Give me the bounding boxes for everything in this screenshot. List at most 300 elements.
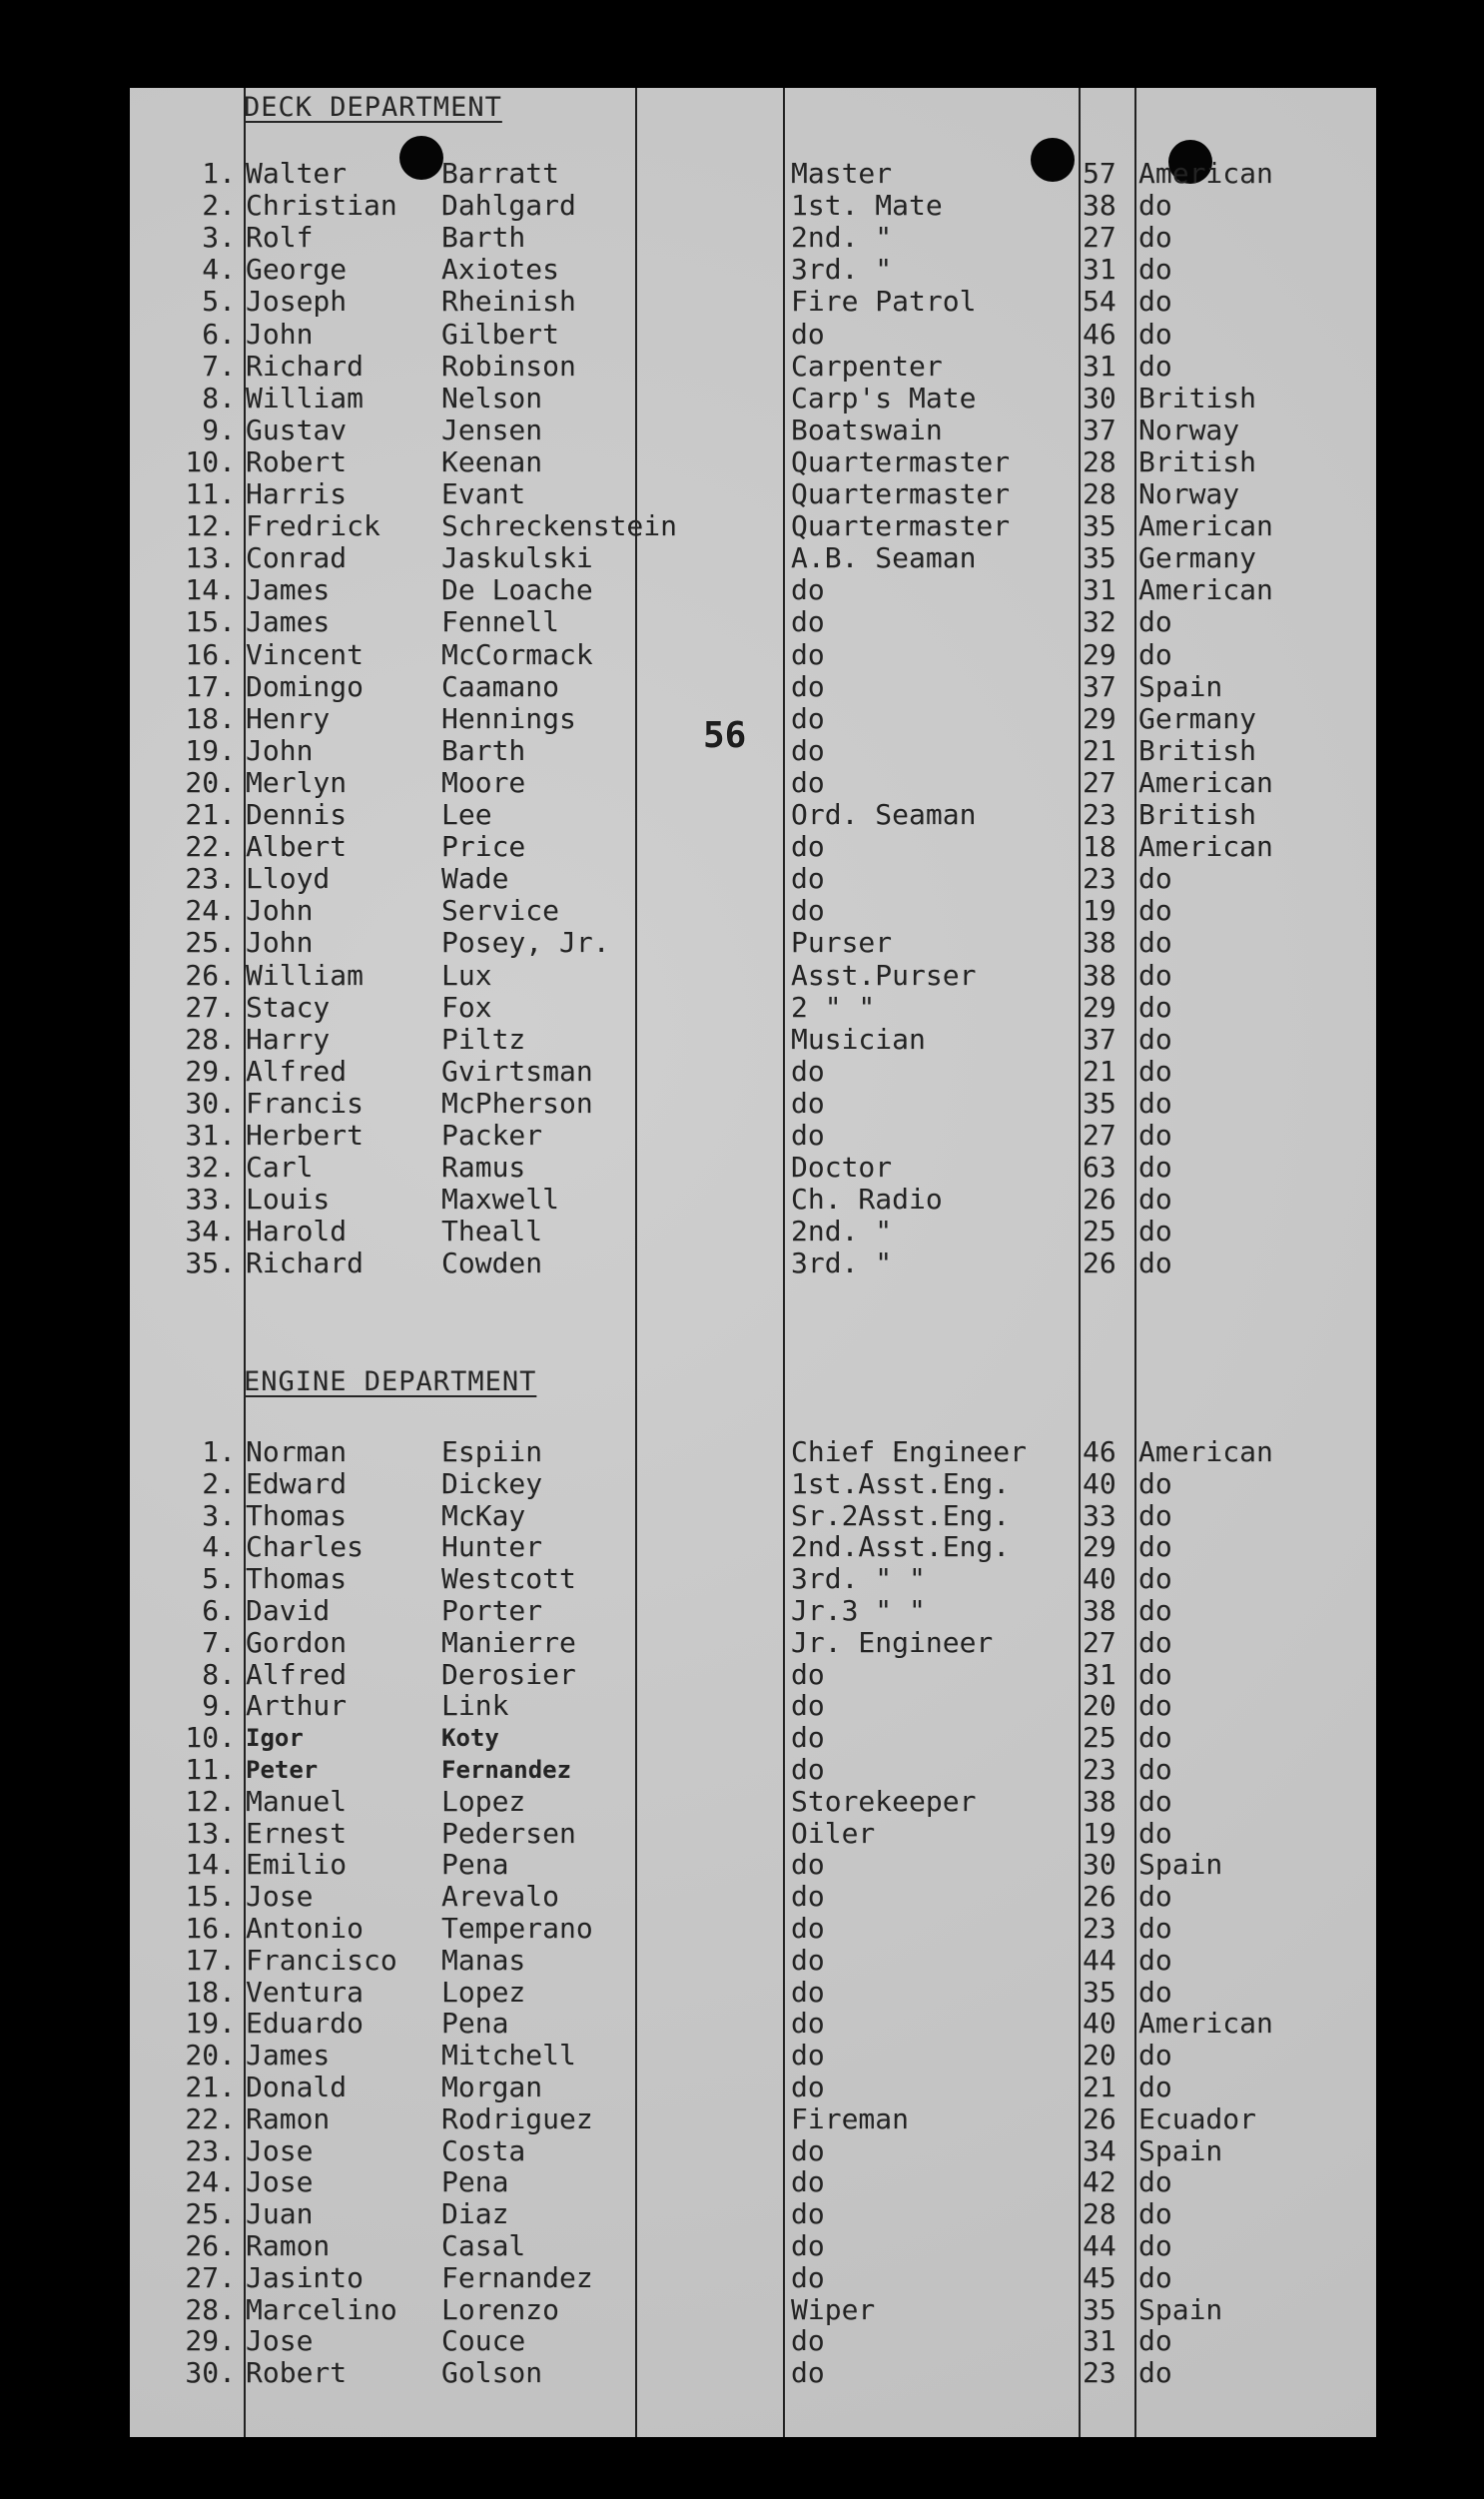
crew-age: 23 — [1083, 2356, 1116, 2390]
crew-last-name: Pena — [441, 2007, 509, 2041]
crew-rating: do — [791, 1753, 825, 1786]
crew-rating: do — [791, 669, 825, 703]
crew-number: 13. — [185, 1816, 236, 1850]
crew-age: 29 — [1083, 637, 1116, 671]
crew-last-name: Lopez — [441, 1975, 526, 2009]
crew-nationality: do — [1138, 285, 1172, 319]
crew-age: 29 — [1083, 701, 1116, 735]
crew-age: 35 — [1083, 509, 1116, 543]
crew-row — [130, 1786, 1376, 1818]
crew-first-name: Gustav — [246, 413, 348, 446]
crew-nationality: Spain — [1138, 2292, 1223, 2326]
crew-age: 38 — [1083, 189, 1116, 223]
crew-nationality: do — [1138, 2324, 1172, 2358]
crew-last-name: Ramus — [441, 1151, 526, 1185]
crew-last-name: Lee — [441, 798, 492, 831]
crew-first-name: Charles — [246, 1530, 365, 1564]
crew-age: 31 — [1083, 2324, 1116, 2358]
crew-row — [130, 478, 1376, 510]
crew-age: 40 — [1083, 1562, 1116, 1596]
crew-first-name: Jose — [246, 2165, 314, 2199]
crew-row — [130, 2103, 1376, 2135]
crew-first-name: Robert — [246, 2356, 348, 2390]
crew-rating: do — [791, 733, 825, 767]
crew-number: 29. — [185, 1054, 236, 1088]
crew-row — [130, 767, 1376, 799]
crew-last-name: Derosier — [441, 1657, 576, 1691]
crew-age: 38 — [1083, 1594, 1116, 1627]
crew-age: 46 — [1083, 1435, 1116, 1468]
crew-nationality: do — [1138, 605, 1172, 639]
crew-last-name: Couce — [441, 2324, 526, 2358]
crew-number: 16. — [185, 1912, 236, 1945]
crew-number: 28. — [185, 2292, 236, 2326]
crew-nationality: do — [1138, 1784, 1172, 1818]
crew-age: 31 — [1083, 253, 1116, 287]
crew-first-name: Carl — [246, 1151, 314, 1185]
crew-row — [130, 2325, 1376, 2357]
crew-rating: Master — [791, 157, 893, 190]
crew-row — [130, 1152, 1376, 1184]
crew-last-name: Hunter — [441, 1530, 543, 1564]
crew-nationality: Norway — [1138, 477, 1240, 510]
crew-rating: do — [791, 2165, 825, 2199]
crew-row — [130, 1627, 1376, 1659]
crew-row — [130, 671, 1376, 703]
crew-first-name: Donald — [246, 2071, 348, 2103]
crew-last-name: Arevalo — [441, 1880, 560, 1914]
crew-rating: Storekeeper — [791, 1784, 977, 1818]
crew-last-name: Axiotes — [441, 253, 560, 287]
crew-rating: Oiler — [791, 1816, 876, 1850]
crew-rating: Wiper — [791, 2292, 876, 2326]
crew-number: 10. — [185, 444, 236, 478]
crew-number: 6. — [202, 317, 236, 351]
crew-age: 21 — [1083, 2071, 1116, 2103]
crew-nationality: do — [1138, 189, 1172, 223]
crew-age: 25 — [1083, 1721, 1116, 1755]
crew-last-name: Pena — [441, 2165, 509, 2199]
crew-rating: Jr.3 " " — [791, 1594, 926, 1627]
crew-nationality: do — [1138, 1816, 1172, 1850]
crew-last-name: Cowden — [441, 1247, 543, 1280]
crew-last-name: McCormack — [441, 637, 593, 671]
crew-age: 28 — [1083, 477, 1116, 510]
crew-last-name: Schreckenstein — [441, 509, 678, 543]
crew-last-name: Pena — [441, 1848, 509, 1882]
crew-age: 44 — [1083, 1943, 1116, 1977]
crew-rating: do — [791, 2007, 825, 2041]
crew-row — [130, 1754, 1376, 1786]
crew-last-name: Morgan — [441, 2071, 543, 2103]
crew-age: 54 — [1083, 285, 1116, 319]
crew-first-name: Albert — [246, 830, 348, 864]
crew-last-name: Casal — [441, 2229, 526, 2262]
crew-rating: A.B. Seaman — [791, 541, 977, 575]
crew-first-name: William — [246, 958, 365, 992]
crew-nationality: do — [1138, 862, 1172, 896]
crew-first-name: Norman — [246, 1435, 348, 1468]
crew-number: 5. — [202, 285, 236, 319]
crew-row — [130, 158, 1376, 190]
crew-row — [130, 1881, 1376, 1913]
crew-nationality: do — [1138, 349, 1172, 383]
crew-nationality: do — [1138, 1912, 1172, 1945]
crew-rating: do — [791, 1848, 825, 1882]
crew-number: 27. — [185, 2260, 236, 2294]
crew-age: 20 — [1083, 2039, 1116, 2073]
crew-number: 32. — [185, 1151, 236, 1185]
crew-number: 12. — [185, 1784, 236, 1818]
crew-row — [130, 1088, 1376, 1120]
crew-row — [130, 1024, 1376, 1056]
crew-rating: do — [791, 317, 825, 351]
crew-first-name: Antonio — [246, 1912, 365, 1945]
crew-rating: do — [791, 2324, 825, 2358]
crew-row — [130, 2008, 1376, 2040]
crew-rating: do — [791, 1054, 825, 1088]
crew-first-name: Richard — [246, 1247, 365, 1280]
crew-first-name: Domingo — [246, 669, 365, 703]
crew-first-name: John — [246, 317, 314, 351]
crew-age: 29 — [1083, 990, 1116, 1024]
crew-last-name: Fennell — [441, 605, 560, 639]
crew-first-name: Louis — [246, 1183, 331, 1217]
crew-nationality: do — [1138, 1247, 1172, 1280]
crew-age: 40 — [1083, 1466, 1116, 1500]
crew-row — [130, 960, 1376, 992]
crew-first-name: Ramon — [246, 2229, 331, 2262]
crew-number: 21. — [185, 798, 236, 831]
crew-nationality: do — [1138, 1721, 1172, 1755]
crew-last-name: Robinson — [441, 349, 576, 383]
crew-number: 30. — [185, 2356, 236, 2390]
crew-rating: do — [791, 2071, 825, 2103]
crew-age: 21 — [1083, 1054, 1116, 1088]
crew-first-name: Edward — [246, 1466, 348, 1500]
crew-nationality: do — [1138, 1530, 1172, 1564]
crew-first-name: David — [246, 1594, 331, 1627]
crew-last-name: Caamano — [441, 669, 560, 703]
crew-rating: do — [791, 2229, 825, 2262]
crew-last-name: Diaz — [441, 2197, 509, 2231]
crew-nationality: do — [1138, 2039, 1172, 2073]
crew-row — [130, 1563, 1376, 1595]
crew-number: 14. — [185, 573, 236, 607]
crew-age: 37 — [1083, 1022, 1116, 1056]
crew-age: 31 — [1083, 1657, 1116, 1691]
crew-age: 27 — [1083, 1625, 1116, 1659]
crew-age: 21 — [1083, 733, 1116, 767]
crew-row — [130, 1184, 1376, 1216]
crew-nationality: do — [1138, 317, 1172, 351]
crew-age: 63 — [1083, 1151, 1116, 1185]
crew-first-name: Harold — [246, 1215, 348, 1249]
crew-nationality: do — [1138, 1498, 1172, 1532]
crew-rating: 2 " " — [791, 990, 876, 1024]
crew-number: 20. — [185, 2039, 236, 2073]
crew-rating: 3rd. " " — [791, 1562, 926, 1596]
crew-rating: Boatswain — [791, 413, 943, 446]
crew-first-name: Jasinto — [246, 2260, 365, 2294]
crew-number: 22. — [185, 2101, 236, 2135]
crew-first-name: Lloyd — [246, 862, 331, 896]
crew-last-name: Gilbert — [441, 317, 560, 351]
crew-nationality: do — [1138, 2165, 1172, 2199]
crew-first-name: Francis — [246, 1086, 365, 1120]
deck-department-heading: DECK DEPARTMENT — [244, 92, 502, 123]
crew-row — [130, 2040, 1376, 2072]
crew-age: 30 — [1083, 381, 1116, 415]
crew-row — [130, 992, 1376, 1024]
crew-nationality: American — [1138, 157, 1273, 190]
crew-number: 7. — [202, 349, 236, 383]
crew-last-name: Evant — [441, 477, 526, 510]
crew-first-name: Harry — [246, 1022, 331, 1056]
crew-first-name: Harris — [246, 477, 348, 510]
crew-row — [130, 254, 1376, 286]
page-stamp-number: 56 — [703, 715, 747, 756]
crew-nationality: do — [1138, 1054, 1172, 1088]
crew-row — [130, 1531, 1376, 1563]
crew-rating: do — [791, 2039, 825, 2073]
crew-row — [130, 2166, 1376, 2198]
crew-nationality: do — [1138, 1975, 1172, 2009]
crew-nationality: do — [1138, 2197, 1172, 2231]
crew-nationality: do — [1138, 1753, 1172, 1786]
crew-number: 1. — [202, 157, 236, 190]
crew-last-name: Nelson — [441, 381, 543, 415]
crew-age: 29 — [1083, 1530, 1116, 1564]
crew-age: 23 — [1083, 862, 1116, 896]
crew-last-name: Service — [441, 894, 560, 928]
crew-rating: 3rd. " — [791, 253, 893, 287]
crew-age: 27 — [1083, 1119, 1116, 1152]
crew-first-name: Peter — [246, 1756, 319, 1784]
crew-last-name: Packer — [441, 1119, 543, 1152]
crew-first-name: Merlyn — [246, 765, 348, 799]
crew-row — [130, 1913, 1376, 1945]
crew-rating: 3rd. " — [791, 1247, 893, 1280]
crew-nationality: American — [1138, 830, 1273, 864]
crew-last-name: Lopez — [441, 1784, 526, 1818]
crew-last-name: McPherson — [441, 1086, 593, 1120]
crew-nationality: British — [1138, 444, 1257, 478]
crew-first-name: John — [246, 733, 314, 767]
crew-last-name: Pedersen — [441, 1816, 576, 1850]
crew-last-name: Fernandez — [441, 1756, 572, 1784]
crew-age: 45 — [1083, 2260, 1116, 2294]
crew-list-page — [130, 88, 1376, 2437]
crew-last-name: Rodriguez — [441, 2101, 593, 2135]
crew-rating: Ch. Radio — [791, 1183, 943, 1217]
crew-number: 6. — [202, 1594, 236, 1627]
crew-age: 23 — [1083, 798, 1116, 831]
crew-age: 26 — [1083, 1880, 1116, 1914]
crew-last-name: Dahlgard — [441, 189, 576, 223]
crew-age: 38 — [1083, 1784, 1116, 1818]
crew-row — [130, 703, 1376, 735]
crew-row — [130, 351, 1376, 383]
crew-first-name: Alfred — [246, 1657, 348, 1691]
crew-last-name: Manas — [441, 1943, 526, 1977]
crew-nationality: American — [1138, 573, 1273, 607]
crew-number: 28. — [185, 1022, 236, 1056]
crew-last-name: Price — [441, 830, 526, 864]
crew-first-name: Igor — [246, 1724, 304, 1753]
crew-number: 19. — [185, 2007, 236, 2041]
crew-last-name: Porter — [441, 1594, 543, 1627]
crew-row — [130, 1690, 1376, 1722]
crew-last-name: Posey, Jr. — [441, 926, 610, 960]
crew-rating: Sr.2Asst.Eng. — [791, 1498, 1011, 1532]
crew-nationality: do — [1138, 253, 1172, 287]
crew-row — [130, 863, 1376, 895]
crew-last-name: Lux — [441, 958, 492, 992]
crew-nationality: do — [1138, 1086, 1172, 1120]
crew-age: 42 — [1083, 2165, 1116, 2199]
crew-age: 32 — [1083, 605, 1116, 639]
crew-first-name: Gordon — [246, 1625, 348, 1659]
crew-row — [130, 735, 1376, 767]
crew-number: 11. — [185, 1753, 236, 1786]
crew-first-name: John — [246, 894, 314, 928]
crew-age: 19 — [1083, 894, 1116, 928]
crew-age: 20 — [1083, 1689, 1116, 1723]
crew-age: 28 — [1083, 444, 1116, 478]
crew-nationality: American — [1138, 765, 1273, 799]
crew-nationality: do — [1138, 1594, 1172, 1627]
crew-nationality: Spain — [1138, 1848, 1223, 1882]
crew-last-name: Jaskulski — [441, 541, 593, 575]
crew-nationality: do — [1138, 2260, 1172, 2294]
crew-row — [130, 1945, 1376, 1977]
crew-number: 15. — [185, 1880, 236, 1914]
crew-rating: do — [791, 1657, 825, 1691]
crew-rating: Ord. Seaman — [791, 798, 977, 831]
crew-number: 7. — [202, 1625, 236, 1659]
crew-last-name: Koty — [441, 1724, 499, 1753]
crew-age: 35 — [1083, 1975, 1116, 2009]
crew-age: 38 — [1083, 926, 1116, 960]
crew-last-name: Dickey — [441, 1466, 543, 1500]
crew-nationality: do — [1138, 1689, 1172, 1723]
crew-first-name: Marcelino — [246, 2292, 397, 2326]
crew-rating: do — [791, 765, 825, 799]
crew-number: 18. — [185, 701, 236, 735]
crew-row — [130, 415, 1376, 446]
crew-age: 23 — [1083, 1912, 1116, 1945]
crew-rating: do — [791, 573, 825, 607]
crew-first-name: Henry — [246, 701, 331, 735]
crew-number: 21. — [185, 2071, 236, 2103]
crew-rating: Purser — [791, 926, 893, 960]
crew-number: 11. — [185, 477, 236, 510]
crew-rating: Jr. Engineer — [791, 1625, 994, 1659]
crew-first-name: Ramon — [246, 2101, 331, 2135]
crew-first-name: John — [246, 926, 314, 960]
crew-nationality: Spain — [1138, 669, 1223, 703]
crew-row — [130, 190, 1376, 222]
crew-first-name: Manuel — [246, 1784, 348, 1818]
crew-row — [130, 2198, 1376, 2230]
crew-number: 20. — [185, 765, 236, 799]
crew-age: 35 — [1083, 2292, 1116, 2326]
crew-number: 31. — [185, 1119, 236, 1152]
crew-last-name: Jensen — [441, 413, 543, 446]
crew-first-name: Emilio — [246, 1848, 348, 1882]
crew-age: 33 — [1083, 1498, 1116, 1532]
crew-nationality: Germany — [1138, 701, 1257, 735]
crew-last-name: Costa — [441, 2133, 526, 2167]
crew-number: 27. — [185, 990, 236, 1024]
crew-first-name: Thomas — [246, 1498, 348, 1532]
crew-nationality: Spain — [1138, 2133, 1223, 2167]
crew-row — [130, 2072, 1376, 2103]
crew-nationality: do — [1138, 1183, 1172, 1217]
crew-last-name: Manierre — [441, 1625, 576, 1659]
crew-row — [130, 542, 1376, 574]
crew-nationality: do — [1138, 1215, 1172, 1249]
crew-number: 14. — [185, 1848, 236, 1882]
crew-number: 35. — [185, 1247, 236, 1280]
crew-number: 19. — [185, 733, 236, 767]
crew-row — [130, 639, 1376, 671]
crew-nationality: do — [1138, 221, 1172, 255]
crew-first-name: Dennis — [246, 798, 348, 831]
crew-rating: do — [791, 1689, 825, 1723]
crew-age: 35 — [1083, 1086, 1116, 1120]
crew-rating: do — [791, 2356, 825, 2390]
crew-last-name: Rheinish — [441, 285, 576, 319]
crew-row — [130, 927, 1376, 959]
crew-row — [130, 1722, 1376, 1754]
crew-row — [130, 1595, 1376, 1627]
crew-row — [130, 2294, 1376, 2326]
crew-age: 25 — [1083, 1215, 1116, 1249]
crew-row — [130, 319, 1376, 351]
crew-row — [130, 2357, 1376, 2389]
crew-nationality: American — [1138, 509, 1273, 543]
crew-rating: do — [791, 1943, 825, 1977]
engine-department-heading: ENGINE DEPARTMENT — [244, 1366, 537, 1397]
crew-row — [130, 1500, 1376, 1532]
crew-age: 28 — [1083, 2197, 1116, 2231]
crew-age: 27 — [1083, 765, 1116, 799]
crew-last-name: Fox — [441, 990, 492, 1024]
crew-row — [130, 895, 1376, 927]
crew-rating: Musician — [791, 1022, 926, 1056]
crew-number: 15. — [185, 605, 236, 639]
crew-first-name: Thomas — [246, 1562, 348, 1596]
crew-number: 5. — [202, 1562, 236, 1596]
crew-first-name: Herbert — [246, 1119, 365, 1152]
crew-row — [130, 831, 1376, 863]
crew-last-name: Theall — [441, 1215, 543, 1249]
crew-row — [130, 2262, 1376, 2294]
crew-age: 19 — [1083, 1816, 1116, 1850]
crew-rating: do — [791, 2133, 825, 2167]
crew-nationality: do — [1138, 1151, 1172, 1185]
crew-nationality: do — [1138, 894, 1172, 928]
crew-first-name: Rolf — [246, 221, 314, 255]
crew-rating: Asst.Purser — [791, 958, 977, 992]
crew-first-name: Jose — [246, 1880, 314, 1914]
crew-row — [130, 1659, 1376, 1691]
crew-rating: Chief Engineer — [791, 1435, 1028, 1468]
crew-last-name: Gvirtsman — [441, 1054, 593, 1088]
crew-first-name: Fredrick — [246, 509, 380, 543]
